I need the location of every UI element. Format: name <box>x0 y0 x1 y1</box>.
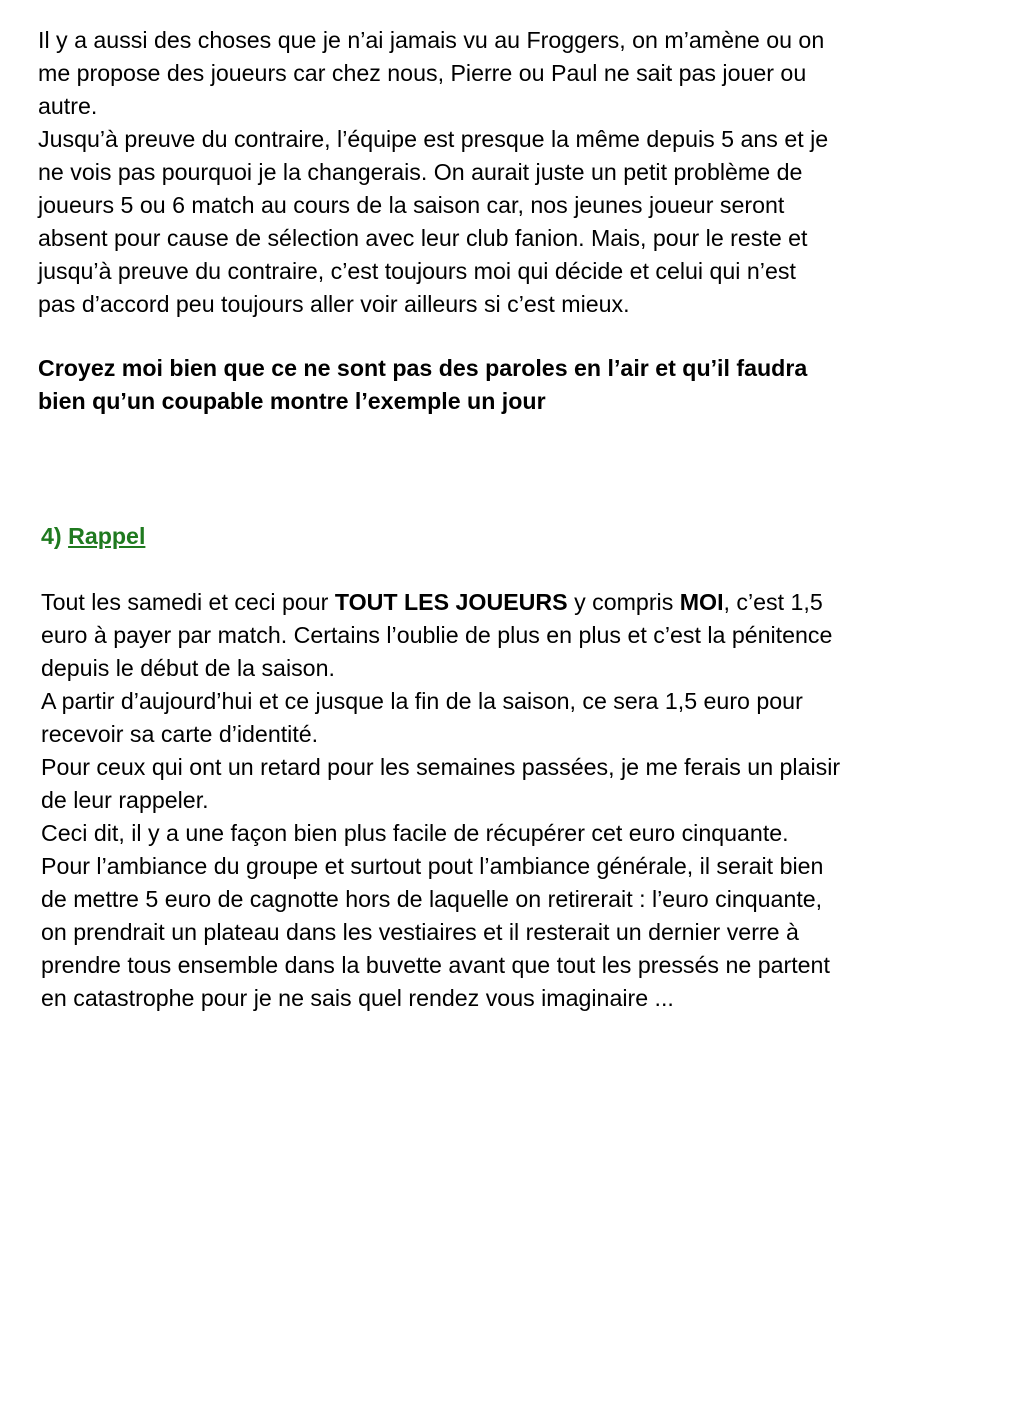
text-line <box>41 586 840 619</box>
warning-line: bien qu’un coupable montre l’exemple un jour <box>38 388 546 414</box>
text-line: on prendrait un plateau dans les vestiaires et il resterait un dernier verre à <box>41 919 799 945</box>
text-line: absent pour cause de sélection avec leur club fanion. Mais, pour le reste et <box>38 225 808 251</box>
text-fragment: Tout les samedi et ceci pour <box>41 589 335 615</box>
text-line: pas d’accord peu toujours aller voir ailleurs si c’est mieux. <box>38 291 630 317</box>
text-line: ne vois pas pourquoi je la changerais. On aurait juste un petit problème de <box>38 159 803 185</box>
emphasis-all-players: TOUT LES JOUEURS <box>334 589 568 615</box>
text-line: me propose des joueurs car chez nous, Pierre ou Paul ne sait pas jouer ou <box>38 60 807 86</box>
text-line: recevoir sa carte d’identité. <box>41 721 319 747</box>
text-line: Pour ceux qui ont un retard pour les semaines passées, je me ferais un plaisir <box>41 754 841 780</box>
emphasis-me: MOI <box>679 589 724 615</box>
text-line: joueurs 5 ou 6 match au cours de la saison car, nos jeunes joueur seront <box>38 192 785 218</box>
warning-line: Croyez moi bien que ce ne sont pas des paroles en l’air et qu’il faudra <box>38 355 808 381</box>
text-line: de mettre 5 euro de cagnotte hors de laquelle on retirerait : l’euro cinquante, <box>41 886 823 912</box>
text-line: depuis le début de la saison. <box>41 655 335 681</box>
text-line: Il y a aussi des choses que je n’ai jamais vu au Froggers, on m’amène ou on <box>38 27 825 53</box>
section-number: 4) <box>41 523 62 549</box>
text-line: euro à payer par match. Certains l’oublie de plus en plus et c’est la pénitence <box>41 622 833 648</box>
text-line: de leur rappeler. <box>41 787 209 813</box>
text-fragment: y compris <box>567 589 680 615</box>
text-line: A partir d’aujourd’hui et ce jusque la fin de la saison, ce sera 1,5 euro pour <box>41 688 803 714</box>
text-line: prendre tous ensemble dans la buvette avant que tout les pressés ne partent <box>41 952 830 978</box>
text-line: Pour l’ambiance du groupe et surtout pout l’ambiance générale, il serait bien <box>41 853 824 879</box>
warning-paragraph <box>38 352 807 418</box>
rappel-body <box>41 586 840 1015</box>
text-line: en catastrophe pour je ne sais quel rendez vous imaginaire ... <box>41 985 674 1011</box>
text-line: jusqu’à preuve du contraire, c’est toujours moi qui décide et celui qui n’est <box>38 258 796 284</box>
text-fragment: , c’est 1,5 <box>723 589 823 615</box>
section-heading <box>41 520 840 553</box>
section-title: Rappel <box>68 523 146 549</box>
rappel-section <box>41 520 840 1015</box>
text-line: autre. <box>38 93 98 119</box>
text-line: Jusqu’à preuve du contraire, l’équipe est presque la même depuis 5 ans et je <box>38 126 829 152</box>
intro-paragraph <box>38 24 828 321</box>
text-line: Ceci dit, il y a une façon bien plus facile de récupérer cet euro cinquante. <box>41 820 789 846</box>
